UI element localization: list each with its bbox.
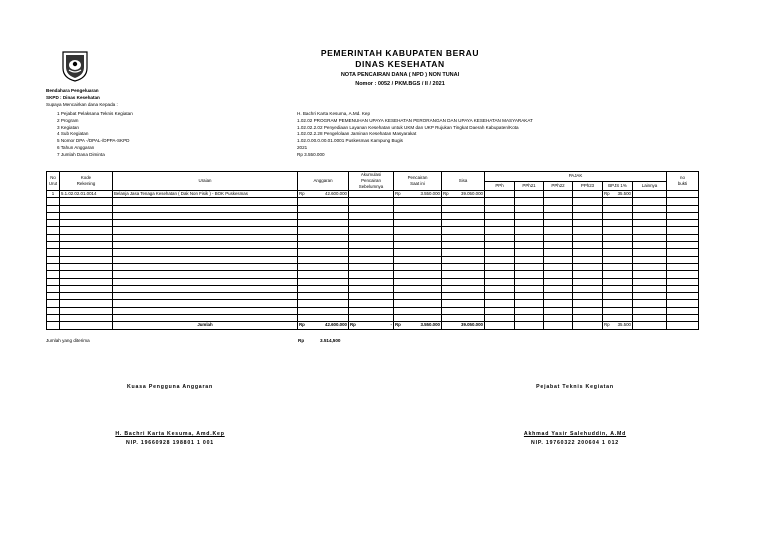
col-no: No Urut bbox=[47, 172, 60, 191]
info-header bbox=[46, 88, 118, 108]
signature-right-name: Akhmad Yasir Salehuddin, A.Md bbox=[523, 431, 627, 437]
cell-bpjs: Rp 35.500 bbox=[604, 191, 631, 197]
empty-table-row bbox=[47, 307, 699, 314]
info-value: 2021 bbox=[297, 144, 308, 150]
col-pph21: PPh21 bbox=[515, 181, 544, 191]
total-akumulasi: Rp - bbox=[350, 322, 392, 328]
empty-table-row bbox=[47, 315, 699, 322]
empty-table-row bbox=[47, 285, 699, 292]
total-label: Jumlah bbox=[113, 322, 298, 329]
skpd-label: SKPD : Dinas Kesehatan bbox=[46, 94, 100, 100]
cell-pencairan: Rp 3.550.000 bbox=[395, 191, 440, 197]
col-pph22: PPh22 bbox=[544, 181, 573, 191]
header-government: PEMERINTAH KABUPATEN BERAU bbox=[320, 48, 480, 58]
empty-table-row bbox=[47, 212, 699, 219]
empty-table-row bbox=[47, 263, 699, 270]
supaya-label: Supaya Mencairkan dana Kepada : bbox=[46, 101, 118, 107]
info-label: 5 Nomor DPA -/DPAL-/DPPA-SKPD bbox=[57, 138, 130, 144]
empty-table-row bbox=[47, 220, 699, 227]
col-akumulasi: Akumulasi Pencairan Sebelumnya bbox=[349, 172, 394, 191]
info-label: 7 Jumlah Dana Diminta bbox=[57, 151, 105, 157]
cell-kode: 5.1.02.02.01.0014 bbox=[60, 191, 113, 198]
signature-left-name: H. Bachri Karta Kesuma, Amd.Kep bbox=[115, 431, 225, 437]
info-label: 6 Tahun Anggaran bbox=[57, 144, 95, 150]
table-header-row bbox=[47, 172, 699, 182]
diterima-value: 3.514,500 bbox=[320, 338, 341, 343]
total-bpjs: Rp 35.500 bbox=[604, 322, 631, 328]
info-values bbox=[297, 111, 533, 159]
cell-uraian: Belanja Jasa Tenaga Kesehatan ( Dak Non Fisik ) - BOK Puskesmas bbox=[113, 191, 298, 198]
col-nobukti: no bukti bbox=[667, 172, 699, 191]
col-bpjs: BPJS 1% bbox=[603, 181, 633, 191]
empty-table-row bbox=[47, 278, 699, 285]
info-label: 1 Pejabat Pelaksana Teknis Kegiatan bbox=[57, 111, 133, 116]
empty-table-row bbox=[47, 227, 699, 234]
empty-table-row bbox=[47, 234, 699, 241]
col-pph23: PPh23 bbox=[573, 181, 603, 191]
bendahara-label: Bendahara Pengeluaran bbox=[46, 88, 99, 93]
info-value: Rp 3.550.000 bbox=[297, 151, 325, 157]
empty-table-row bbox=[47, 242, 699, 249]
col-lainnya: Lainnya bbox=[633, 181, 667, 191]
empty-table-row bbox=[47, 300, 699, 307]
info-value: 1.02.02.2.28 Pengelolaan Jaminan Kesehatan Masyarakat bbox=[297, 131, 417, 137]
empty-table-row bbox=[47, 256, 699, 263]
signature-right-nip: NIP. 19760322 200604 1 012 bbox=[531, 440, 619, 446]
empty-table-row bbox=[47, 271, 699, 278]
col-anggaran: Anggaran bbox=[298, 172, 349, 191]
info-value: 1.02.02.2.02 Penyediaan Layanan Kesehatan untuk UKM dan UKP Rujukan Tingkat Daerah Kabupaten/Kota bbox=[297, 124, 519, 130]
document-number: Nomor : 0052 / PKM.BGS / II / 2021 bbox=[355, 81, 445, 87]
info-value: H. Bachri Karta Kesuma, A.Md. Kep bbox=[297, 111, 371, 116]
table-row bbox=[47, 191, 699, 198]
info-label: 2 Program bbox=[57, 117, 79, 123]
signature-left-role: Kuasa Pengguna Anggaran bbox=[127, 384, 213, 390]
info-label: 4 Sub Kegiatan bbox=[57, 131, 89, 137]
info-value: 1.02.02 PROGRAM PEMENUHAN UPAYA KESEHATAN PERORANGAN DAN UPAYA KESEHATAN MASYARAKAT bbox=[297, 117, 533, 123]
total-sisa: 39.050.000 bbox=[442, 322, 485, 329]
header-agency: DINAS KESEHATAN bbox=[355, 59, 445, 69]
diterima-label: Jumlah yang diterima bbox=[46, 338, 90, 343]
empty-table-row bbox=[47, 205, 699, 212]
total-pencairan: Rp 3.550.000 bbox=[395, 322, 440, 328]
col-uraian: Uraian bbox=[113, 172, 298, 191]
info-label: 3 Kegiatan bbox=[57, 124, 79, 130]
col-pajak: PAJAK bbox=[485, 172, 667, 182]
government-emblem-logo bbox=[60, 50, 90, 82]
empty-table-row bbox=[47, 249, 699, 256]
diterima-rp: Rp bbox=[298, 338, 305, 343]
total-anggaran: Rp 42.600.000 bbox=[299, 322, 347, 328]
col-pencairan: Pencairan Saat ini bbox=[394, 172, 442, 191]
cell-anggaran: Rp 42.600.000 bbox=[299, 191, 347, 197]
col-sisa: Sisa bbox=[442, 172, 485, 191]
empty-table-row bbox=[47, 198, 699, 205]
signature-left-nip: NIP. 19660928 198801 1 001 bbox=[126, 440, 214, 446]
cell-akumulasi bbox=[349, 191, 394, 198]
document-title: NOTA PENCAIRAN DANA ( NPD ) NON TUNAI bbox=[340, 72, 460, 78]
table-total-row bbox=[47, 322, 699, 329]
col-pph: PPh bbox=[485, 181, 515, 191]
col-kode: Kode Rekening bbox=[60, 172, 113, 191]
npd-table bbox=[46, 171, 699, 330]
cell-sisa: Rp 39.050.000 bbox=[443, 191, 483, 197]
signature-right-role: Pejabat Teknis Kegiatan bbox=[536, 384, 614, 390]
info-labels bbox=[57, 111, 133, 159]
cell-no: 1 bbox=[47, 191, 60, 198]
info-value: 1.02.0.00.0.00.01.0001 Puskesmas Kampung Bugis bbox=[297, 138, 403, 144]
blank-rows bbox=[47, 198, 699, 322]
empty-table-row bbox=[47, 293, 699, 300]
